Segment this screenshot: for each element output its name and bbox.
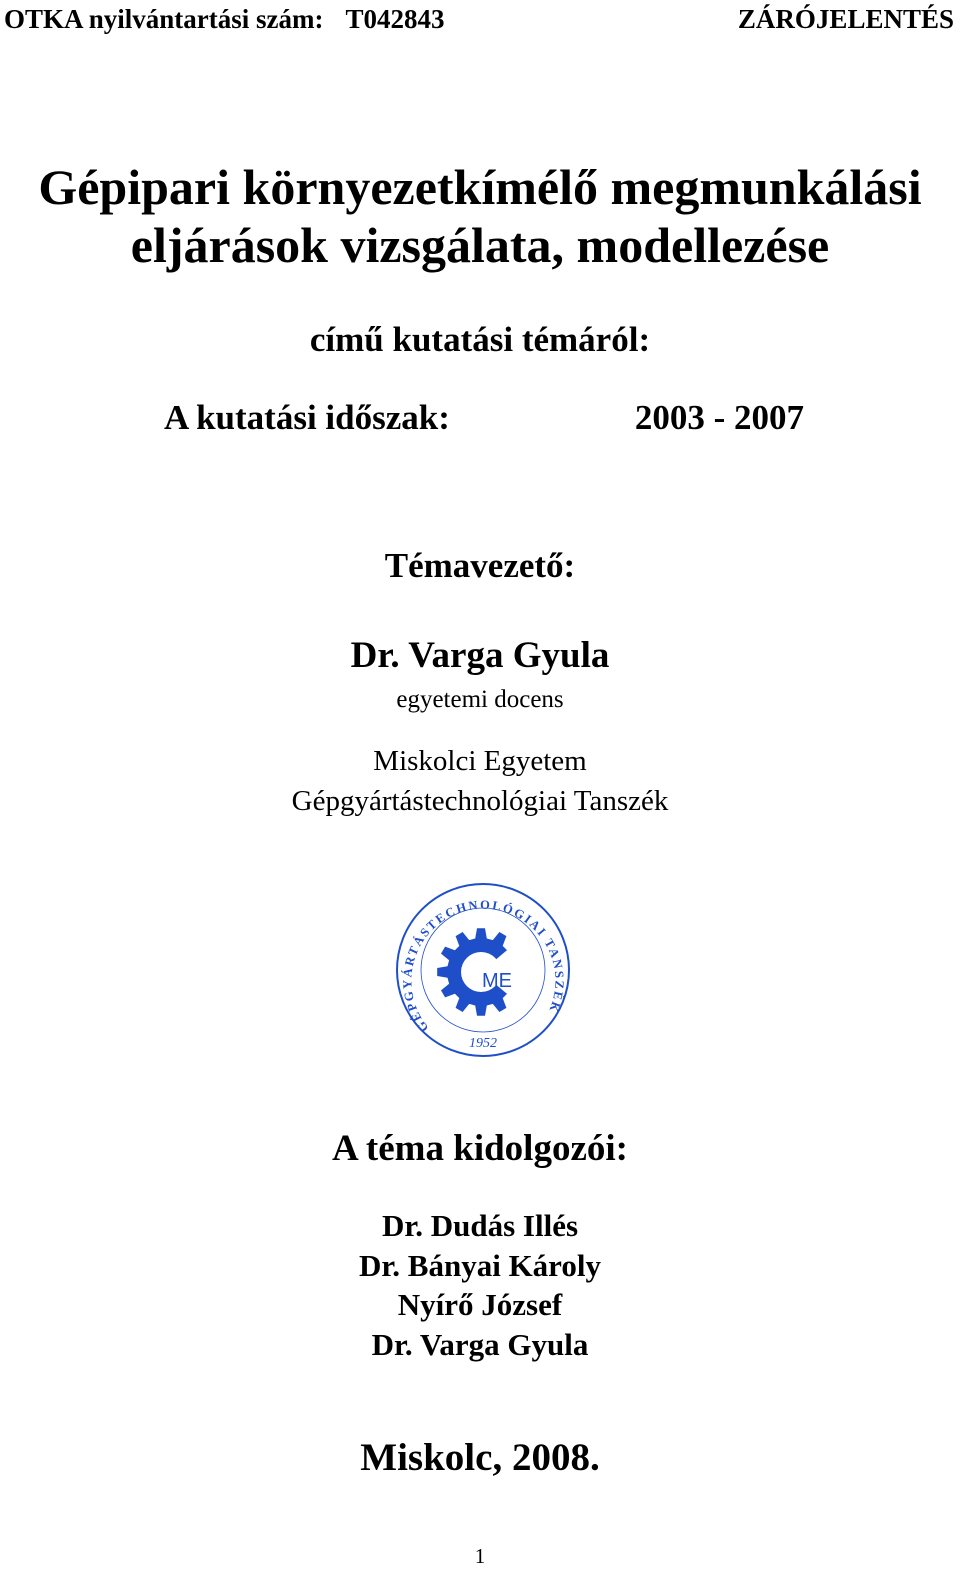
contributors-heading: A téma kidolgozói: [332,1128,628,1169]
title-line-2: eljárások vizsgálata, modellezése [130,217,830,273]
contributor-name: Dr. Bányai Károly [358,1247,601,1283]
contributor-name: Nyírő József [397,1287,563,1322]
contributor-name: Dr. Dudás Illés [381,1208,579,1243]
report-type: ZÁRÓJELENTÉS [737,4,954,34]
registry-info [4,4,445,35]
period-label: A kutatási időszak: [164,398,450,437]
page-number: 1 [474,1544,486,1568]
registry-label: OTKA nyilvántartási szám: [4,4,324,34]
department-name: Gépgyártástechnológiai Tanszék [291,785,669,817]
contributor-name: Dr. Varga Gyula [371,1326,589,1362]
registry-code: T042843 [345,4,445,34]
document-subtitle: című kutatási témáról: [309,320,651,359]
gear-logo-icon [393,880,573,1060]
logo-year: 1952 [469,1036,497,1051]
university-name: Miskolci Egyetem [373,745,587,777]
leader-position: egyetemi docens [396,686,564,713]
logo-ring-text: GÉPGYÁRTÁSTECHNOLÓGIAI TANSZÉK [400,897,567,1035]
title-line-1: Gépipari környezetkímélő megmunkálási [38,159,922,215]
contributors-list [0,1206,960,1364]
leader-heading: Témavezető: [384,546,576,585]
period-value: 2003 - 2007 [634,398,804,437]
place-date: Miskolc, 2008. [360,1436,600,1479]
leader-name: Dr. Varga Gyula [350,635,610,676]
page-header [4,4,954,38]
logo-initials: ME [482,970,512,992]
research-period [164,396,804,440]
institution [0,741,960,821]
document-title [0,158,960,274]
